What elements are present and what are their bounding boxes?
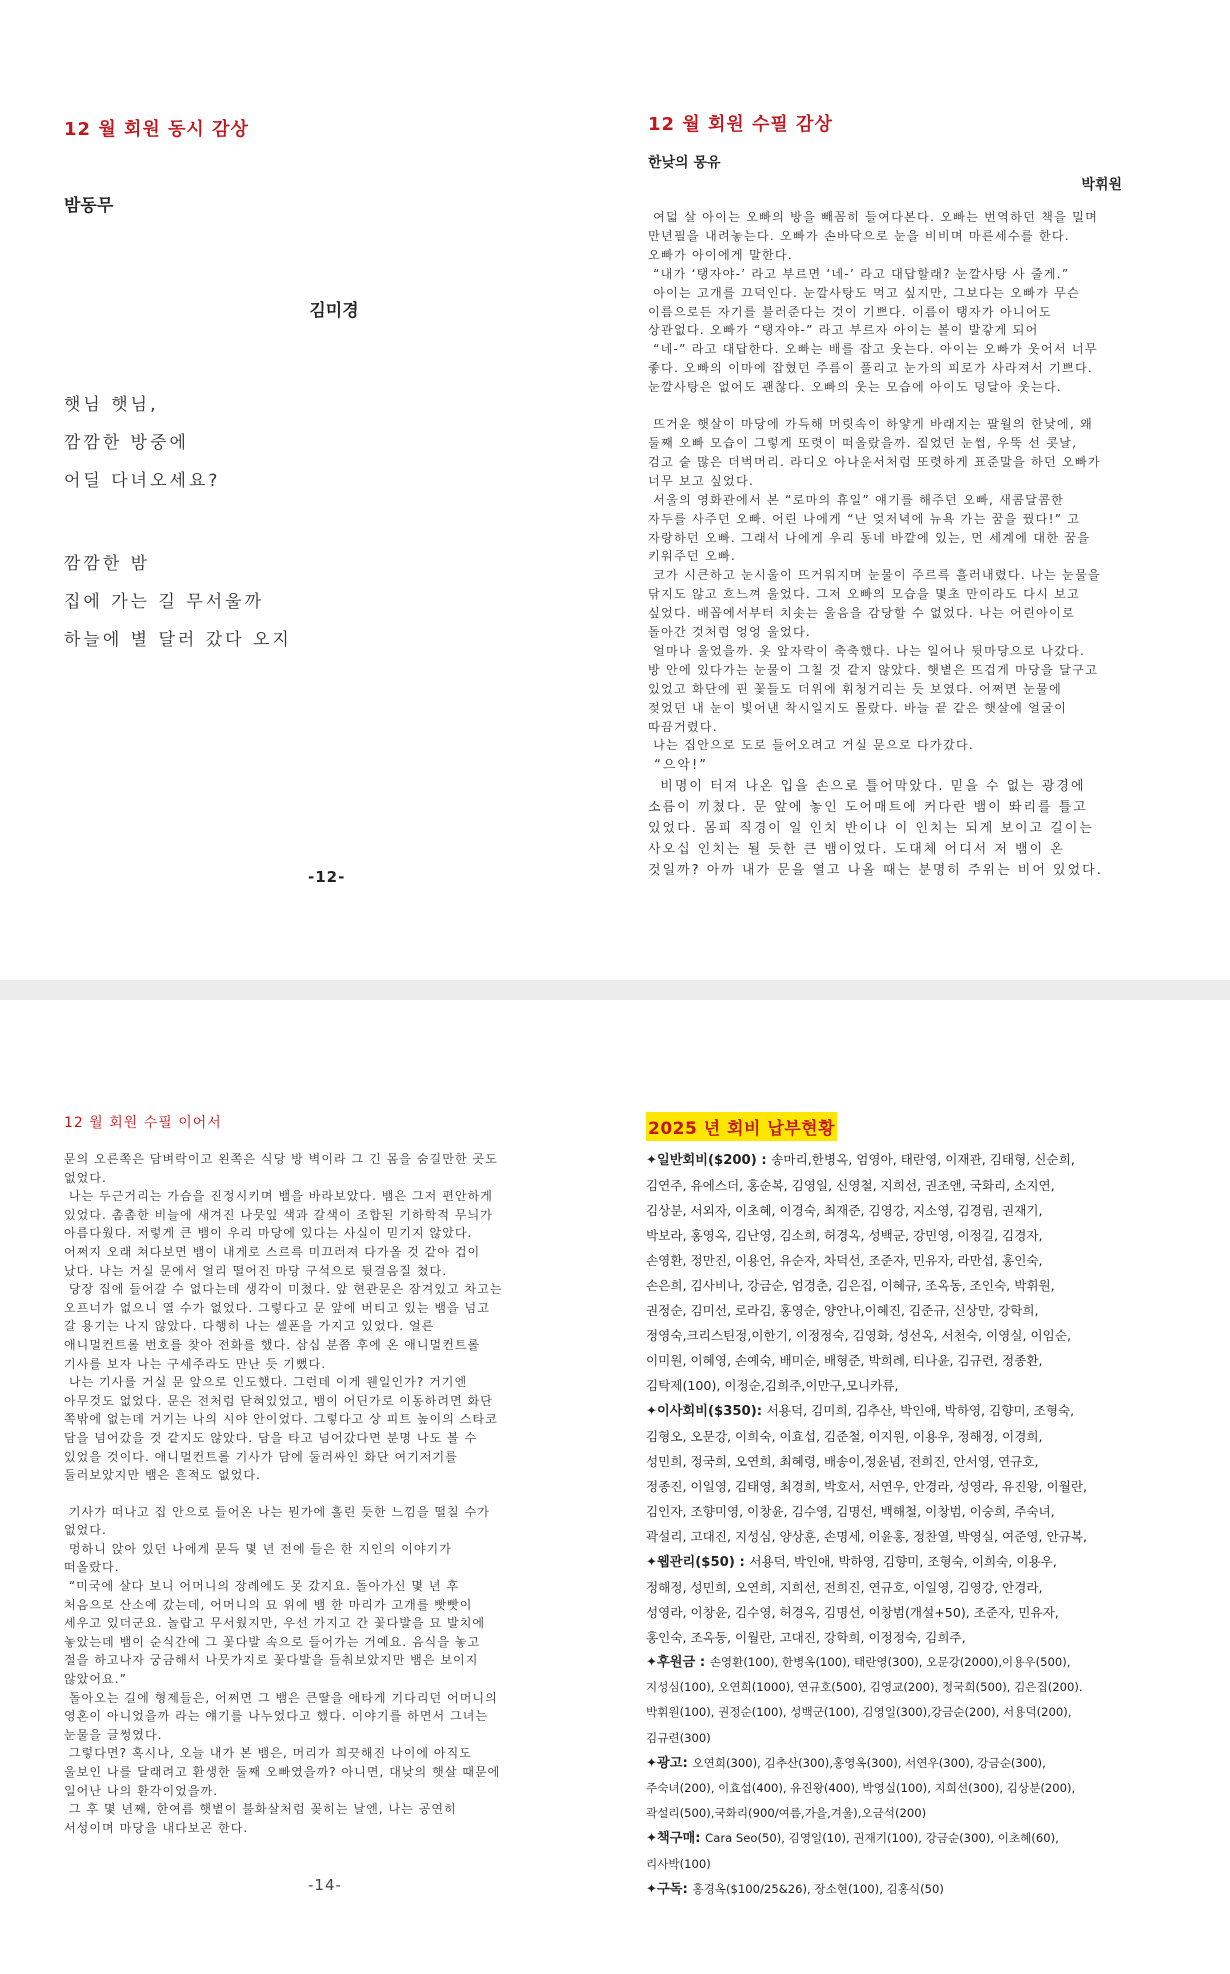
essay-line: “네-” 라고 대답한다. 오빠는 배를 잡고 웃는다. 아이는 오빠가 웃어서 너무 <box>648 342 1098 357</box>
dues-names: 지성심(100), 오연희(1000), 연규호(500), 김영교(200), 정국희(500), 김은집(200). <box>646 1680 1083 1695</box>
continuation-line: 떠올랐다. <box>64 1560 120 1575</box>
dues-row <box>646 1675 1186 1700</box>
dues-names: 김탁제(100), 이정순,김희주,이만구,모니카류, <box>646 1378 899 1393</box>
dues-names: 리사박(100) <box>646 1856 711 1871</box>
dues-names: 오연희(300), 김추산(300),홍영옥(300), 서연우(300), 강금순(300), <box>692 1755 1046 1770</box>
dues-category: ✦구독: <box>646 1881 693 1897</box>
dues-names: 서용덕, 김미희, 김추산, 박인애, 박하영, 김향미, 조형숙, <box>766 1403 1075 1418</box>
dues-row <box>646 1173 1186 1198</box>
essay-line: 상관없다. 오빠가 “탱자야-” 라고 부르자 아이는 볼이 발갛게 되어 <box>648 323 1039 338</box>
dues-row <box>646 1650 1186 1675</box>
poem-line: 햇님 햇님, <box>64 395 159 415</box>
dues-list <box>646 1147 1186 1902</box>
continuation-line: 그렇다면? 혹시나, 오늘 내가 본 뱀은, 머리가 희끗해진 나이에 아직도 <box>64 1746 472 1761</box>
dues-title: 2025 년 회비 납부현황 <box>646 1112 837 1141</box>
essay-column <box>648 110 1170 881</box>
dues-names: 김인자, 조향미영, 이창윤, 김수영, 김명선, 백해철, 이창범, 이숭희, 주숙녀, <box>646 1504 1055 1519</box>
continuation-line: 애니멀컨트롤 번호를 찾아 전화를 했다. 삼십 분쯤 후에 온 애니멀컨트롤 <box>64 1337 481 1352</box>
essay-line: 둘째 오빠 모습이 그렇게 또렷이 떠올랐을까. 짙었던 눈썹, 우뚝 선 콧날, <box>648 435 1078 450</box>
essay-line: 여덟 살 아이는 오빠의 방을 빼꼼히 들여다본다. 오빠는 번역하던 책을 밀며 <box>648 210 1099 224</box>
continuation-line: 당장 집에 들어갈 수 없다는데 생각이 미쳤다. 앞 현관문은 잠겨있고 차고는 <box>64 1282 503 1297</box>
dues-names: 홍인숙, 조옥동, 이월란, 고대진, 강학희, 이정정숙, 김희주, <box>646 1630 966 1645</box>
essay-line: 있었다. 몸피 직경이 일 인치 반이나 이 인치는 되게 보이고 길이는 <box>648 821 1094 837</box>
essay-line: 있었고 화단에 핀 꽃들도 더위에 휘청거리는 듯 보였다. 어쩌면 눈물에 <box>648 681 1062 696</box>
essay-line: 싶었다. 배꼽에서부터 치솟는 울음을 감당할 수 없었다. 나는 어린아이로 <box>648 606 1075 621</box>
dues-row <box>646 1751 1186 1776</box>
poem-column <box>64 115 584 659</box>
dues-row <box>646 1348 1186 1373</box>
dues-row <box>646 1298 1186 1323</box>
dues-row <box>646 1877 1186 1902</box>
essay-line: 아이는 고개를 끄덕인다. 눈깔사탕도 먹고 싶지만, 그보다는 오빠가 무슨 <box>648 285 1081 300</box>
essay-line: 검고 숱 많은 더벅머리. 라디오 아나운서처럼 또렷하게 표준말을 하던 오빠가 <box>648 454 1101 469</box>
poem-line: 깜깜한 방중에 <box>64 433 189 453</box>
dues-row <box>646 1499 1186 1524</box>
continuation-line: “미국에 살다 보니 어머니의 장례에도 못 갔지요. 돌아가신 몇 년 후 <box>64 1579 460 1594</box>
essay-body <box>648 208 1170 881</box>
continuation-line: 돌아오는 길에 형제들은, 어쩌면 그 뱀은 큰딸을 애타게 기다리던 어머니의 <box>64 1690 498 1705</box>
continuation-line: 기사를 보자 나는 구세주라도 만난 듯 기뻤다. <box>64 1356 327 1371</box>
continuation-line: 일어난 나의 환각이었을까. <box>64 1783 219 1798</box>
essay-line: “내가 ‘탱자야-’ 라고 부르면 ‘네-’ 라고 대답할래? 눈깔사탕 사 줄게.” <box>648 266 1070 281</box>
poem-title: 밤동무 <box>64 196 114 216</box>
dues-category: ✦후원금 : <box>646 1655 710 1670</box>
dues-names: 손은희, 김사비나, 강금순, 엄경춘, 김은집, 이혜규, 조옥동, 조인숙, 박휘원, <box>646 1278 1055 1293</box>
essay-line: “으악!” <box>648 758 708 774</box>
poem-line: 깜깜한 밤 <box>64 554 151 574</box>
dues-row <box>646 1549 1186 1575</box>
dues-names: 김규련(300) <box>646 1730 711 1745</box>
poem-line: 어딜 다녀오세요? <box>64 471 221 491</box>
continuation-line: 둘러보았지만 뱀은 흔적도 없었다. <box>64 1468 261 1483</box>
continuation-line: 서성이며 마당을 내다보곤 한다. <box>64 1820 249 1835</box>
continuation-line: 멍하니 앉아 있던 나에게 문득 몇 년 전에 들은 한 지인의 이야기가 <box>64 1541 452 1556</box>
essay-line: 자두를 사주던 오빠. 어린 나에게 “난 엊저녁에 뉴욕 가는 꿈을 꿨다!” 고 <box>648 511 1081 526</box>
essay-line: 오빠가 아이에게 말한다. <box>648 247 793 262</box>
dues-row <box>646 1323 1186 1348</box>
essay-line: 돌아간 것처럼 엉엉 울었다. <box>648 625 812 640</box>
dues-row <box>646 1248 1186 1273</box>
continuation-line: 나는 기사를 거실 문 앞으로 인도했다. 그런데 이게 웬일인가? 거기엔 <box>64 1375 468 1390</box>
dues-category: ✦광고: <box>646 1755 693 1771</box>
dues-row <box>646 1700 1186 1725</box>
dues-column <box>646 1112 1186 1902</box>
continuation-line: 없었다. <box>64 1170 107 1185</box>
essay-line: 너무 보고 싶었다. <box>648 473 755 488</box>
essay-line: 코가 시큰하고 눈시울이 뜨거워지며 눈물이 주르륵 흘러내렸다. 나는 눈물을 <box>648 568 1101 583</box>
dues-row <box>646 1198 1186 1223</box>
essay-line: 소름이 끼쳤다. 문 앞에 놓인 도어매트에 커다란 뱀이 똬리를 틀고 <box>648 800 1088 816</box>
dues-names: 서용덕, 박인애, 박하영, 김향미, 조형숙, 이희숙, 이용우, <box>749 1554 1057 1569</box>
dues-row <box>646 1223 1186 1248</box>
dues-category: ✦이사회비($350): <box>646 1404 767 1419</box>
dues-names: 정해정, 성민희, 오연희, 지희선, 전희진, 연규호, 이일영, 김영강, 안경라, <box>646 1580 1043 1595</box>
dues-category: ✦일반회비($200) : <box>646 1153 772 1168</box>
continuation-line: 담을 넘어갔을 것 같지도 않았다. 담을 타고 넘어갔다면 분명 나도 볼 수 <box>64 1430 478 1445</box>
dues-names: 정종진, 이일영, 김태영, 최경희, 박호서, 서연우, 안경라, 성영라, 유진왕, 이월란, <box>646 1479 1088 1494</box>
continuation-line: 세우고 있더군요. 놀랍고 무서웠지만, 우선 가지고 간 꽃다발을 묘 발치에 <box>64 1616 486 1631</box>
essay-line: 자랑하던 오빠. 그래서 나에게 우리 동네 바깥에 있는, 먼 세계에 대한 꿈을 <box>648 530 1091 545</box>
page-spread-top <box>0 0 1230 980</box>
essay-line: 뜨거운 햇살이 마당에 가득해 머릿속이 하얗게 바래지는 팔월의 한낮에, 왜 <box>648 417 1094 432</box>
continuation-line: 났다. 나는 거실 문에서 얼리 떨어진 마당 구석으로 뒷걸음질 쳤다. <box>64 1263 448 1278</box>
continuation-line: 놓았는데 뱀이 순식간에 그 꽃다발 속으로 들어가는 거예요. 음식을 놓고 <box>64 1634 481 1649</box>
dues-names: 홍경옥($100/25&26), 장소현(100), 김홍식(50) <box>692 1881 944 1896</box>
dues-names: 김형오, 오문강, 이희숙, 이효섭, 김준철, 이지원, 이용우, 정해정, 이경희, <box>646 1429 1043 1444</box>
continuation-line: 그 후 몇 년째, 한여름 햇볕이 불화살처럼 꽂히는 날엔, 나는 공연히 <box>64 1802 457 1817</box>
dues-row <box>646 1524 1186 1549</box>
dues-names: 주숙녀(200), 이효섭(400), 유진왕(400), 박영실(100), 지희선(300), 김상분(200), <box>646 1781 1076 1796</box>
continuation-line: 없었다. <box>64 1523 107 1538</box>
dues-names: 곽설리(500),국화리(900/여름,가을,겨울),오금석(200) <box>646 1806 927 1821</box>
essay-line: 이름으로든 자기를 불러준다는 것이 기쁘다. 이름이 탱자가 아니어도 <box>648 304 1052 319</box>
dues-row <box>646 1424 1186 1449</box>
continuation-line: 영혼이 아니었을까 라는 얘기를 나누었다고 했다. 이야기를 하면서 그녀는 <box>64 1709 489 1724</box>
essay-author: 박휘원 <box>1081 177 1122 193</box>
essay-line: 얼마나 울었을까. 옷 앞자락이 축축했다. 나는 일어나 뒷마당으로 나갔다. <box>648 643 1086 658</box>
essay-line: 따끔거렸다. <box>648 719 718 734</box>
essay-line: 것일까? 아까 내가 문을 열고 나올 때는 분명히 주위는 비어 있었다. <box>648 863 1103 879</box>
dues-names: 성민희, 정국희, 오연희, 최혜령, 배송이,정윤념, 전희진, 안서영, 연규호, <box>646 1454 1039 1469</box>
dues-row <box>646 1575 1186 1600</box>
continuation-line: 눈물을 글썽였다. <box>64 1727 163 1742</box>
continuation-line: 울보인 나를 달래려고 환생한 둘째 오빠였을까? 아니면, 대낮의 햇살 때문에 <box>64 1765 501 1779</box>
continuation-line: 문의 오른쪽은 담벼락이고 왼쪽은 식당 방 벽이라 그 긴 몸을 숨길만한 곳도 <box>64 1152 498 1166</box>
dues-names: Cara Seo(50), 김영일(10), 권재기(100), 강금순(300), 이초혜(60), <box>705 1831 1059 1846</box>
continuation-line: 아무것도 없었다. 문은 전처럼 닫혀있었고, 뱀이 어딘가로 이동하려면 화단 <box>64 1393 493 1408</box>
continuation-line: 갈 용기는 나지 않았다. 다행히 나는 셀폰을 가지고 있었다. 얼른 <box>64 1319 435 1334</box>
dues-row <box>646 1726 1186 1751</box>
continuation-line: 오프너가 없으니 열 수가 없었다. 그렇다고 문 앞에 버티고 있는 뱀을 넘고 <box>64 1300 490 1315</box>
dues-row <box>646 1373 1186 1398</box>
poem-line: 집에 가는 길 무서울까 <box>64 592 265 612</box>
essay-line: 나는 집안으로 도로 들어오려고 거실 문으로 다가갔다. <box>648 738 975 753</box>
essay-line: 키워주던 오빠. <box>648 549 736 564</box>
essay-line: 닦지도 않고 흐느껴 울었다. 그저 오빠의 모습을 몇초 만이라도 다시 보고 <box>648 587 1081 602</box>
essay-line: 만년필을 내려놓는다. 오빠가 손바닥으로 눈을 비비며 마른세수를 한다. <box>648 228 1070 243</box>
continuation-line: 쪽밖에 없는데 거기는 나의 시야 안이었다. 그렇다고 상 피트 높이의 스타코 <box>64 1412 498 1427</box>
section-title: 12 월 회원 수필 감상 <box>648 114 833 135</box>
essay-line: 젖었던 내 눈이 빛어낸 착시일지도 몰랐다. 바늘 끝 같은 햇살에 얼굴이 <box>648 700 1068 715</box>
dues-row <box>646 1852 1186 1877</box>
dues-row <box>646 1600 1186 1625</box>
dues-names: 정영숙,크리스틴정,이한기, 이정정숙, 김영화, 성선옥, 서천숙, 이영실, 이임순, <box>646 1328 1072 1343</box>
essay-title: 한낮의 몽유 <box>648 155 721 171</box>
dues-row <box>646 1776 1186 1801</box>
dues-names: 김연주, 유에스더, 홍순복, 김영일, 신영철, 지희선, 권조앤, 국화리, 소지연, <box>646 1178 1055 1193</box>
dues-row <box>646 1801 1186 1826</box>
essay-line: 방 안에 있다가는 눈물이 그칠 것 같지 않았다. 햇볕은 뜨겁게 마당을 달구고 <box>648 662 1099 677</box>
continuation-body <box>64 1150 604 1837</box>
poem-stanza-2 <box>64 545 584 659</box>
dues-names: 권정순, 김미선, 로라김, 홍영순, 양안나,이혜진, 김준규, 신상만, 강학희, <box>646 1303 1039 1318</box>
dues-category: ✦책구매: <box>646 1831 706 1847</box>
essay-line: 눈깔사탕은 없어도 괜찮다. 오빠의 웃는 모습에 아이도 덩달아 웃는다. <box>648 380 1062 395</box>
dues-row <box>646 1474 1186 1499</box>
dues-names: 성영라, 이창윤, 김수영, 허경옥, 김명선, 이창범(개설+50), 조준자, 민유자, <box>646 1605 1059 1620</box>
dues-row <box>646 1826 1186 1851</box>
essay-line <box>648 397 1170 415</box>
dues-names: 손영환, 정만진, 이용언, 유순자, 차덕선, 조준자, 민유자, 라만섭, 홍인숙, <box>646 1253 1043 1268</box>
page-number: -12- <box>308 868 346 886</box>
continuation-line: 있었다. 촘촘한 비늘에 새겨진 나뭇잎 색과 갈색이 조합된 기하학적 무늬가 <box>64 1207 493 1222</box>
continuation-column <box>64 1112 604 1837</box>
dues-names: 김상분, 서외자, 이초혜, 이경숙, 최재준, 김영강, 지소영, 김경림, 권재기, <box>646 1203 1043 1218</box>
dues-row <box>646 1147 1186 1173</box>
essay-line: 사오십 인치는 될 듯한 큰 뱀이었다. 도대체 어디서 저 뱀이 온 <box>648 842 1065 858</box>
dues-names: 이미원, 이혜영, 손예숙, 배미순, 배형준, 박희례, 티나윤, 김규련, 정종환, <box>646 1353 1043 1368</box>
continuation-line <box>64 1485 604 1503</box>
poem-line: 하늘에 별 달러 갔다 오지 <box>64 630 292 650</box>
dues-names: 박휘원(100), 권정순(100), 성백군(100), 김영일(300),강금순(200), 서용덕(200), <box>646 1705 1072 1720</box>
section-title: 12 월 회원 수필 이어서 <box>64 1115 222 1131</box>
continuation-line: 기사가 떠나고 집 안으로 들어온 나는 뭔가에 홀린 듯한 느낌을 떨칠 수가 <box>64 1504 490 1519</box>
continuation-line: 아름다웠다. 저렇게 큰 뱀이 우리 마당에 있다는 사실이 믿기지 않았다. <box>64 1226 473 1241</box>
dues-names: 박보라, 홍영옥, 김난영, 김소희, 허경옥, 성백군, 강민영, 이정길, 김경자, <box>646 1228 1043 1243</box>
continuation-line: 있었을 것이다. 애니멀컨트롤 기사가 담에 둘러싸인 화단 여기저기를 <box>64 1449 458 1464</box>
dues-category: ✦웹관리($50) : <box>646 1555 750 1570</box>
continuation-line: 어쩌지 오래 쳐다보면 뱀이 내게로 스르륵 미끄러져 다가올 것 같아 겁이 <box>64 1244 481 1259</box>
dues-names: 손영환(100), 한병옥(100), 태란영(300), 오문강(2000),이용우(500), <box>709 1655 1071 1669</box>
dues-row <box>646 1625 1186 1650</box>
continuation-line: 않았어요.” <box>64 1672 127 1687</box>
dues-row <box>646 1273 1186 1298</box>
essay-line: 비명이 터져 나온 입을 손으로 틀어막았다. 믿을 수 없는 광경에 <box>648 779 1086 795</box>
dues-row <box>646 1398 1186 1424</box>
dues-names: 곽설리, 고대진, 지성심, 양상훈, 손명세, 이윤홍, 정찬열, 박영실, 여준영, 안규복, <box>646 1529 1088 1544</box>
page-number: -14- <box>308 1876 342 1894</box>
essay-line: 서울의 영화관에서 본 “로마의 휴일” 얘기를 해주던 오빠, 새콤달콤한 <box>648 492 1065 507</box>
poem-stanza-1 <box>64 386 584 500</box>
dues-row <box>646 1449 1186 1474</box>
continuation-line: 나는 두근거리는 가슴을 진정시키며 뱀을 바라보았다. 뱀은 그저 편안하게 <box>64 1189 493 1204</box>
poem-author: 김미경 <box>309 301 359 321</box>
dues-names: 송마리,한병옥, 엄영아, 태란영, 이재관, 김태형, 신순희, <box>771 1152 1075 1167</box>
essay-line: 좋다. 오빠의 이마에 잡혔던 주름이 풀리고 눈가의 피로가 사라져서 기쁘다. <box>648 361 1094 376</box>
continuation-line: 처음으로 산소에 갔는데, 어머니의 묘 위에 뱀 한 마리가 고개를 빳빳이 <box>64 1597 473 1612</box>
section-title: 12 월 회원 동시 감상 <box>64 119 249 140</box>
continuation-line: 절을 하고나자 궁금해서 나뭇가지로 꽃다발을 들춰보았지만 뱀은 보이지 <box>64 1653 479 1668</box>
